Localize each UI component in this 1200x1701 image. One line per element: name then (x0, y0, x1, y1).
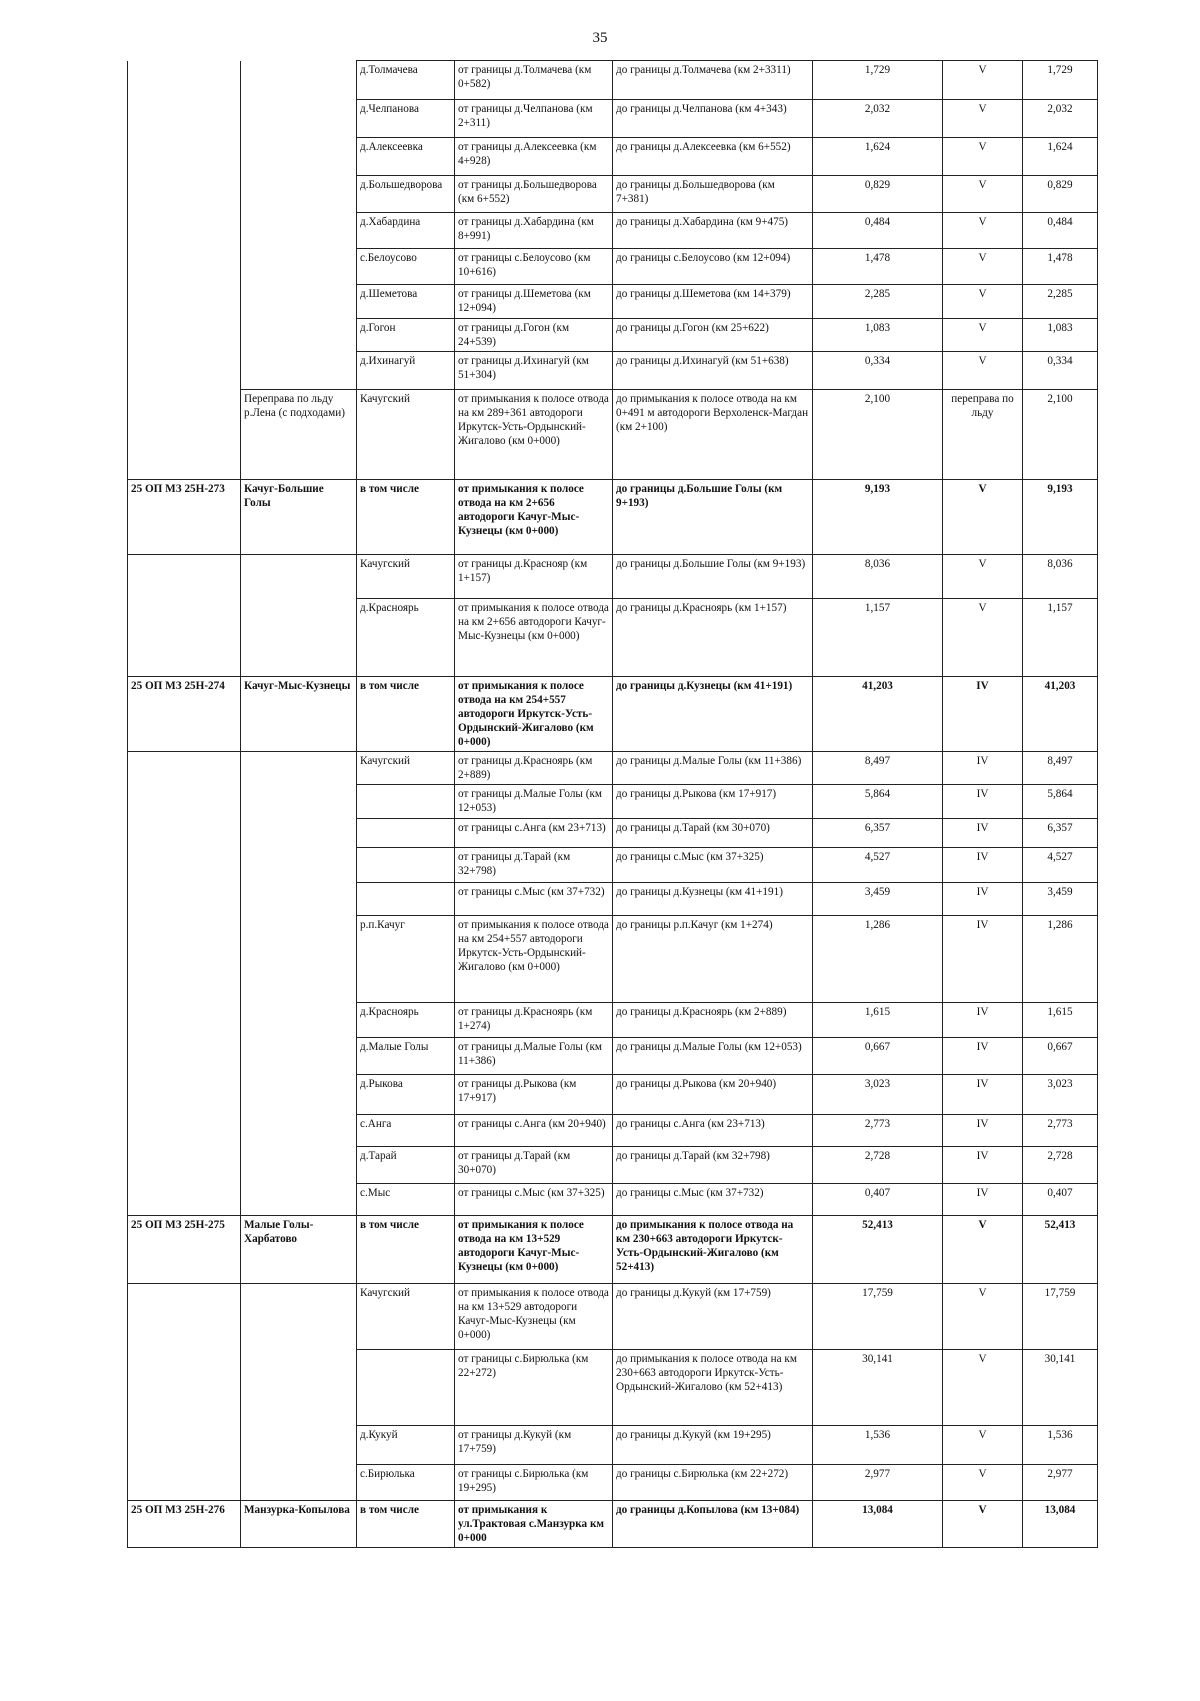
cell-to: до границы с.Анга (км 23+713) (613, 1115, 813, 1147)
cell-total: 0,407 (1023, 1184, 1098, 1216)
cell-name (357, 819, 455, 848)
cell-from: от примыкания к полосе отвода на км 254+557 автодороги Иркутск-Усть-Ордынский-Жигалово (км 0+000) (455, 677, 613, 752)
cell-road-name (241, 138, 357, 176)
cell-from: от границы с.Белоусово (км 10+616) (455, 249, 613, 285)
cell-length: 8,497 (813, 752, 943, 785)
cell-length: 0,667 (813, 1038, 943, 1075)
cell-length: 2,773 (813, 1115, 943, 1147)
cell-to: до границы с.Мыс (км 37+325) (613, 848, 813, 883)
cell-code (128, 785, 241, 819)
cell-to: до примыкания к полосе отвода на км 230+663 автодороги Иркутск-Усть-Ордынский-Жигалово (км 52+413) (613, 1216, 813, 1284)
cell-name: д.Тарай (357, 1147, 455, 1184)
cell-category: V (943, 285, 1023, 319)
cell-code (128, 883, 241, 916)
table-row (128, 352, 1098, 390)
cell-total: 0,484 (1023, 213, 1098, 249)
cell-road-name (241, 1184, 357, 1216)
cell-name (357, 848, 455, 883)
cell-total: 2,285 (1023, 285, 1098, 319)
table-row (128, 599, 1098, 677)
cell-name (357, 785, 455, 819)
cell-total: 1,083 (1023, 319, 1098, 352)
cell-total: 0,667 (1023, 1038, 1098, 1075)
cell-category: V (943, 1216, 1023, 1284)
table-row (128, 285, 1098, 319)
cell-road-name (241, 249, 357, 285)
cell-from: от границы с.Анга (км 20+940) (455, 1115, 613, 1147)
cell-name: д.Красноярь (357, 1003, 455, 1038)
cell-total: 1,729 (1023, 61, 1098, 100)
cell-road-name (241, 176, 357, 213)
cell-code: 25 ОП МЗ 25Н-274 (128, 677, 241, 752)
cell-name: в том числе (357, 1216, 455, 1284)
cell-from: от границы д.Хабардина (км 8+991) (455, 213, 613, 249)
cell-code (128, 752, 241, 785)
table-row (128, 138, 1098, 176)
cell-to: до границы д.Кузнецы (км 41+191) (613, 883, 813, 916)
cell-road-name: Качуг-Мыс-Кузнецы (241, 677, 357, 752)
cell-total: 0,829 (1023, 176, 1098, 213)
cell-length: 41,203 (813, 677, 943, 752)
cell-name: д.Шеметова (357, 285, 455, 319)
cell-length: 1,157 (813, 599, 943, 677)
cell-code (128, 1075, 241, 1115)
cell-code (128, 1115, 241, 1147)
cell-length: 0,829 (813, 176, 943, 213)
cell-from: от границы с.Мыс (км 37+732) (455, 883, 613, 916)
cell-name: д.Толмачева (357, 61, 455, 100)
cell-code (128, 1147, 241, 1184)
cell-road-name (241, 1426, 357, 1465)
cell-from: от границы д.Челпанова (км 2+311) (455, 100, 613, 138)
table-row (128, 752, 1098, 785)
cell-category: IV (943, 883, 1023, 916)
cell-road-name (241, 785, 357, 819)
cell-category: IV (943, 1075, 1023, 1115)
cell-road-name (241, 213, 357, 249)
cell-code (128, 1350, 241, 1426)
cell-category: IV (943, 819, 1023, 848)
cell-from: от границы д.Гогон (км 24+539) (455, 319, 613, 352)
table-row (128, 480, 1098, 555)
cell-category: IV (943, 752, 1023, 785)
cell-road-name (241, 100, 357, 138)
cell-total: 8,497 (1023, 752, 1098, 785)
cell-to: до границы д.Хабардина (км 9+475) (613, 213, 813, 249)
cell-from: от границы д.Шеметова (км 12+094) (455, 285, 613, 319)
cell-name: с.Мыс (357, 1184, 455, 1216)
cell-from: от примыкания к полосе отвода на км 13+529 автодороги Качуг-Мыс-Кузнецы (км 0+000) (455, 1284, 613, 1350)
cell-total: 13,084 (1023, 1501, 1098, 1548)
cell-total: 2,100 (1023, 390, 1098, 480)
cell-from: от границы д.Рыкова (км 17+917) (455, 1075, 613, 1115)
cell-to: до границы д.Большие Голы (км 9+193) (613, 555, 813, 599)
cell-category: V (943, 1501, 1023, 1548)
cell-to: до границы д.Ихинагуй (км 51+638) (613, 352, 813, 390)
cell-category: V (943, 249, 1023, 285)
cell-code (128, 176, 241, 213)
cell-road-name (241, 352, 357, 390)
cell-to: до границы р.п.Качуг (км 1+274) (613, 916, 813, 1003)
cell-road-name: Качуг-Большие Голы (241, 480, 357, 555)
cell-to: до границы д.Кукуй (км 17+759) (613, 1284, 813, 1350)
cell-name: с.Бирюлька (357, 1465, 455, 1501)
cell-category: V (943, 555, 1023, 599)
cell-total: 41,203 (1023, 677, 1098, 752)
cell-code (128, 599, 241, 677)
cell-name: Качугский (357, 555, 455, 599)
table-row (128, 677, 1098, 752)
cell-length: 2,977 (813, 1465, 943, 1501)
cell-total: 17,759 (1023, 1284, 1098, 1350)
cell-to: до границы д.Большедворова (км 7+381) (613, 176, 813, 213)
cell-road-name (241, 285, 357, 319)
cell-to: до границы д.Рыкова (км 17+917) (613, 785, 813, 819)
cell-to: до границы д.Копылова (км 13+084) (613, 1501, 813, 1548)
table-row (128, 1147, 1098, 1184)
cell-length: 1,615 (813, 1003, 943, 1038)
table-row (128, 1284, 1098, 1350)
cell-total: 2,977 (1023, 1465, 1098, 1501)
cell-from: от границы с.Анга (км 23+713) (455, 819, 613, 848)
cell-to: до границы д.Кукуй (км 19+295) (613, 1426, 813, 1465)
cell-code (128, 138, 241, 176)
table-row (128, 213, 1098, 249)
cell-code (128, 249, 241, 285)
cell-name: с.Белоусово (357, 249, 455, 285)
cell-from: от примыкания к ул.Трактовая с.Манзурка км 0+000 (455, 1501, 613, 1548)
cell-total: 4,527 (1023, 848, 1098, 883)
cell-code (128, 848, 241, 883)
cell-to: до границы с.Бирюлька (км 22+272) (613, 1465, 813, 1501)
table-row (128, 100, 1098, 138)
cell-to: до границы д.Шеметова (км 14+379) (613, 285, 813, 319)
table-row (128, 1075, 1098, 1115)
cell-from: от границы д.Алексеевка (км 4+928) (455, 138, 613, 176)
cell-code (128, 1184, 241, 1216)
cell-total: 2,032 (1023, 100, 1098, 138)
cell-name: д.Гогон (357, 319, 455, 352)
cell-road-name (241, 916, 357, 1003)
cell-from: от границы д.Кукуй (км 17+759) (455, 1426, 613, 1465)
cell-length: 2,100 (813, 390, 943, 480)
cell-road-name (241, 1284, 357, 1350)
cell-name: р.п.Качуг (357, 916, 455, 1003)
cell-road-name: Малые Голы-Харбатово (241, 1216, 357, 1284)
cell-category: IV (943, 848, 1023, 883)
cell-total: 1,536 (1023, 1426, 1098, 1465)
cell-from: от границы д.Ихинагуй (км 51+304) (455, 352, 613, 390)
cell-category: V (943, 100, 1023, 138)
table-row (128, 1501, 1098, 1548)
cell-length: 0,407 (813, 1184, 943, 1216)
cell-length: 1,286 (813, 916, 943, 1003)
cell-code: 25 ОП МЗ 25Н-273 (128, 480, 241, 555)
cell-road-name (241, 752, 357, 785)
cell-road-name: Переправа по льду р.Лена (с подходами) (241, 390, 357, 480)
cell-category: V (943, 1350, 1023, 1426)
table-row (128, 1184, 1098, 1216)
cell-to: до границы д.Малые Голы (км 12+053) (613, 1038, 813, 1075)
cell-road-name: Манзурка-Копылова (241, 1501, 357, 1548)
cell-category: IV (943, 1003, 1023, 1038)
cell-to: до границы д.Челпанова (км 4+343) (613, 100, 813, 138)
cell-total: 1,157 (1023, 599, 1098, 677)
cell-to: до примыкания к полосе отвода на км 0+491 м автодороги Верхоленск-Магдан (км 2+100) (613, 390, 813, 480)
cell-road-name (241, 1147, 357, 1184)
cell-length: 1,624 (813, 138, 943, 176)
cell-road-name (241, 599, 357, 677)
table-row (128, 319, 1098, 352)
cell-to: до примыкания к полосе отвода на км 230+663 автодороги Иркутск-Усть-Ордынский-Жигалово (км 52+413) (613, 1350, 813, 1426)
cell-category: V (943, 480, 1023, 555)
table-row (128, 1003, 1098, 1038)
cell-category: IV (943, 785, 1023, 819)
cell-category: V (943, 176, 1023, 213)
cell-category: V (943, 319, 1023, 352)
cell-total: 1,615 (1023, 1003, 1098, 1038)
cell-from: от примыкания к полосе отвода на км 2+656 автодороги Качуг-Мыс-Кузнецы (км 0+000) (455, 599, 613, 677)
cell-length: 2,032 (813, 100, 943, 138)
cell-to: до границы д.Красноярь (км 1+157) (613, 599, 813, 677)
cell-total: 2,773 (1023, 1115, 1098, 1147)
cell-to: до границы д.Гогон (км 25+622) (613, 319, 813, 352)
cell-code (128, 555, 241, 599)
table-row (128, 1465, 1098, 1501)
cell-name: с.Анга (357, 1115, 455, 1147)
cell-total: 5,864 (1023, 785, 1098, 819)
page-number: 35 (592, 30, 608, 46)
roads-table (127, 60, 1098, 1548)
cell-from: от границы с.Бирюлька (км 19+295) (455, 1465, 613, 1501)
cell-road-name (241, 848, 357, 883)
cell-road-name (241, 1075, 357, 1115)
table-row (128, 848, 1098, 883)
cell-from: от границы д.Малые Голы (км 12+053) (455, 785, 613, 819)
cell-length: 0,484 (813, 213, 943, 249)
table-row (128, 785, 1098, 819)
cell-code (128, 319, 241, 352)
cell-length: 1,536 (813, 1426, 943, 1465)
cell-category: V (943, 61, 1023, 100)
cell-from: от примыкания к полосе отвода на км 2+656 автодороги Качуг-Мыс-Кузнецы (км 0+000) (455, 480, 613, 555)
cell-category: IV (943, 1115, 1023, 1147)
table-row (128, 1038, 1098, 1075)
cell-category: переправа по льду (943, 390, 1023, 480)
cell-code (128, 1038, 241, 1075)
cell-code (128, 352, 241, 390)
table-row (128, 176, 1098, 213)
cell-category: V (943, 1465, 1023, 1501)
table-row (128, 916, 1098, 1003)
cell-category: V (943, 1284, 1023, 1350)
cell-name: Качугский (357, 390, 455, 480)
cell-length: 17,759 (813, 1284, 943, 1350)
cell-total: 30,141 (1023, 1350, 1098, 1426)
cell-from: от границы д.Тарай (км 30+070) (455, 1147, 613, 1184)
cell-category: V (943, 352, 1023, 390)
table-row (128, 1350, 1098, 1426)
table-row (128, 555, 1098, 599)
cell-to: до границы д.Рыкова (км 20+940) (613, 1075, 813, 1115)
cell-to: до границы д.Красноярь (км 2+889) (613, 1003, 813, 1038)
cell-code: 25 ОП МЗ 25Н-276 (128, 1501, 241, 1548)
cell-total: 3,023 (1023, 1075, 1098, 1115)
cell-name: Качугский (357, 752, 455, 785)
cell-name: в том числе (357, 480, 455, 555)
cell-code (128, 1284, 241, 1350)
cell-total: 6,357 (1023, 819, 1098, 848)
cell-category: V (943, 138, 1023, 176)
cell-length: 3,459 (813, 883, 943, 916)
cell-code (128, 61, 241, 100)
cell-category: V (943, 213, 1023, 249)
cell-code (128, 285, 241, 319)
cell-length: 13,084 (813, 1501, 943, 1548)
cell-name (357, 883, 455, 916)
cell-name: д.Ихинагуй (357, 352, 455, 390)
cell-total: 3,459 (1023, 883, 1098, 916)
cell-from: от границы д.Толмачева (км 0+582) (455, 61, 613, 100)
table-row (128, 1426, 1098, 1465)
cell-from: от границы д.Красноярь (км 2+889) (455, 752, 613, 785)
cell-total: 8,036 (1023, 555, 1098, 599)
cell-code (128, 1426, 241, 1465)
cell-from: от границы д.Краснояр (км 1+157) (455, 555, 613, 599)
cell-from: от границы д.Большедворова (км 6+552) (455, 176, 613, 213)
cell-length: 1,478 (813, 249, 943, 285)
cell-name: Качугский (357, 1284, 455, 1350)
cell-code (128, 1003, 241, 1038)
cell-total: 0,334 (1023, 352, 1098, 390)
cell-total: 2,728 (1023, 1147, 1098, 1184)
cell-road-name (241, 1003, 357, 1038)
cell-name: д.Хабардина (357, 213, 455, 249)
cell-category: V (943, 599, 1023, 677)
cell-code (128, 100, 241, 138)
cell-from: от границы с.Мыс (км 37+325) (455, 1184, 613, 1216)
table-row (128, 249, 1098, 285)
cell-length: 4,527 (813, 848, 943, 883)
cell-from: от примыкания к полосе отвода на км 254+557 автодороги Иркутск-Усть-Ордынский-Жигалово (км 0+000) (455, 916, 613, 1003)
cell-name: д.Рыкова (357, 1075, 455, 1115)
cell-category: IV (943, 916, 1023, 1003)
cell-code (128, 1465, 241, 1501)
table-row (128, 819, 1098, 848)
cell-category: V (943, 1426, 1023, 1465)
cell-category: IV (943, 1147, 1023, 1184)
table-row (128, 61, 1098, 100)
cell-length: 9,193 (813, 480, 943, 555)
cell-to: до границы с.Белоусово (км 12+094) (613, 249, 813, 285)
cell-name: д.Алексеевка (357, 138, 455, 176)
cell-total: 52,413 (1023, 1216, 1098, 1284)
cell-total: 9,193 (1023, 480, 1098, 555)
cell-road-name (241, 1115, 357, 1147)
cell-category: IV (943, 1184, 1023, 1216)
cell-from: от границы д.Красноярь (км 1+274) (455, 1003, 613, 1038)
cell-code: 25 ОП МЗ 25Н-275 (128, 1216, 241, 1284)
cell-from: от границы д.Тарай (км 32+798) (455, 848, 613, 883)
cell-length: 1,083 (813, 319, 943, 352)
cell-code (128, 916, 241, 1003)
cell-total: 1,478 (1023, 249, 1098, 285)
cell-to: до границы д.Большие Голы (км 9+193) (613, 480, 813, 555)
cell-code (128, 390, 241, 480)
cell-code (128, 819, 241, 848)
cell-from: от границы с.Бирюлька (км 22+272) (455, 1350, 613, 1426)
cell-from: от границы д.Малые Голы (км 11+386) (455, 1038, 613, 1075)
cell-name: д.Большедворова (357, 176, 455, 213)
cell-length: 30,141 (813, 1350, 943, 1426)
cell-to: до границы д.Кузнецы (км 41+191) (613, 677, 813, 752)
table-row (128, 883, 1098, 916)
cell-name: д.Кукуй (357, 1426, 455, 1465)
cell-to: до границы д.Толмачева (км 2+3311) (613, 61, 813, 100)
cell-length: 5,864 (813, 785, 943, 819)
cell-from: от примыкания к полосе отвода на км 13+529 автодороги Качуг-Мыс-Кузнецы (км 0+000) (455, 1216, 613, 1284)
cell-road-name (241, 1465, 357, 1501)
cell-to: до границы д.Тарай (км 32+798) (613, 1147, 813, 1184)
cell-name: д.Малые Голы (357, 1038, 455, 1075)
cell-road-name (241, 1350, 357, 1426)
cell-road-name (241, 555, 357, 599)
cell-length: 3,023 (813, 1075, 943, 1115)
cell-road-name (241, 883, 357, 916)
cell-name (357, 1350, 455, 1426)
cell-length: 2,728 (813, 1147, 943, 1184)
cell-road-name (241, 61, 357, 100)
cell-length: 6,357 (813, 819, 943, 848)
cell-length: 52,413 (813, 1216, 943, 1284)
table-row (128, 1216, 1098, 1284)
cell-road-name (241, 819, 357, 848)
cell-name: в том числе (357, 677, 455, 752)
cell-category: IV (943, 677, 1023, 752)
cell-to: до границы с.Мыс (км 37+732) (613, 1184, 813, 1216)
cell-name: в том числе (357, 1501, 455, 1548)
cell-to: до границы д.Тарай (км 30+070) (613, 819, 813, 848)
table-row (128, 1115, 1098, 1147)
table-row (128, 390, 1098, 480)
cell-length: 8,036 (813, 555, 943, 599)
cell-length: 2,285 (813, 285, 943, 319)
cell-name: д.Красноярь (357, 599, 455, 677)
cell-name: д.Челпанова (357, 100, 455, 138)
cell-from: от примыкания к полосе отвода на км 289+361 автодороги Иркутск-Усть-Ордынский-Жигалово (км 0+000) (455, 390, 613, 480)
cell-to: до границы д.Алексеевка (км 6+552) (613, 138, 813, 176)
cell-code (128, 213, 241, 249)
cell-road-name (241, 319, 357, 352)
cell-total: 1,286 (1023, 916, 1098, 1003)
cell-category: IV (943, 1038, 1023, 1075)
cell-length: 0,334 (813, 352, 943, 390)
cell-length: 1,729 (813, 61, 943, 100)
cell-road-name (241, 1038, 357, 1075)
cell-to: до границы д.Малые Голы (км 11+386) (613, 752, 813, 785)
cell-total: 1,624 (1023, 138, 1098, 176)
